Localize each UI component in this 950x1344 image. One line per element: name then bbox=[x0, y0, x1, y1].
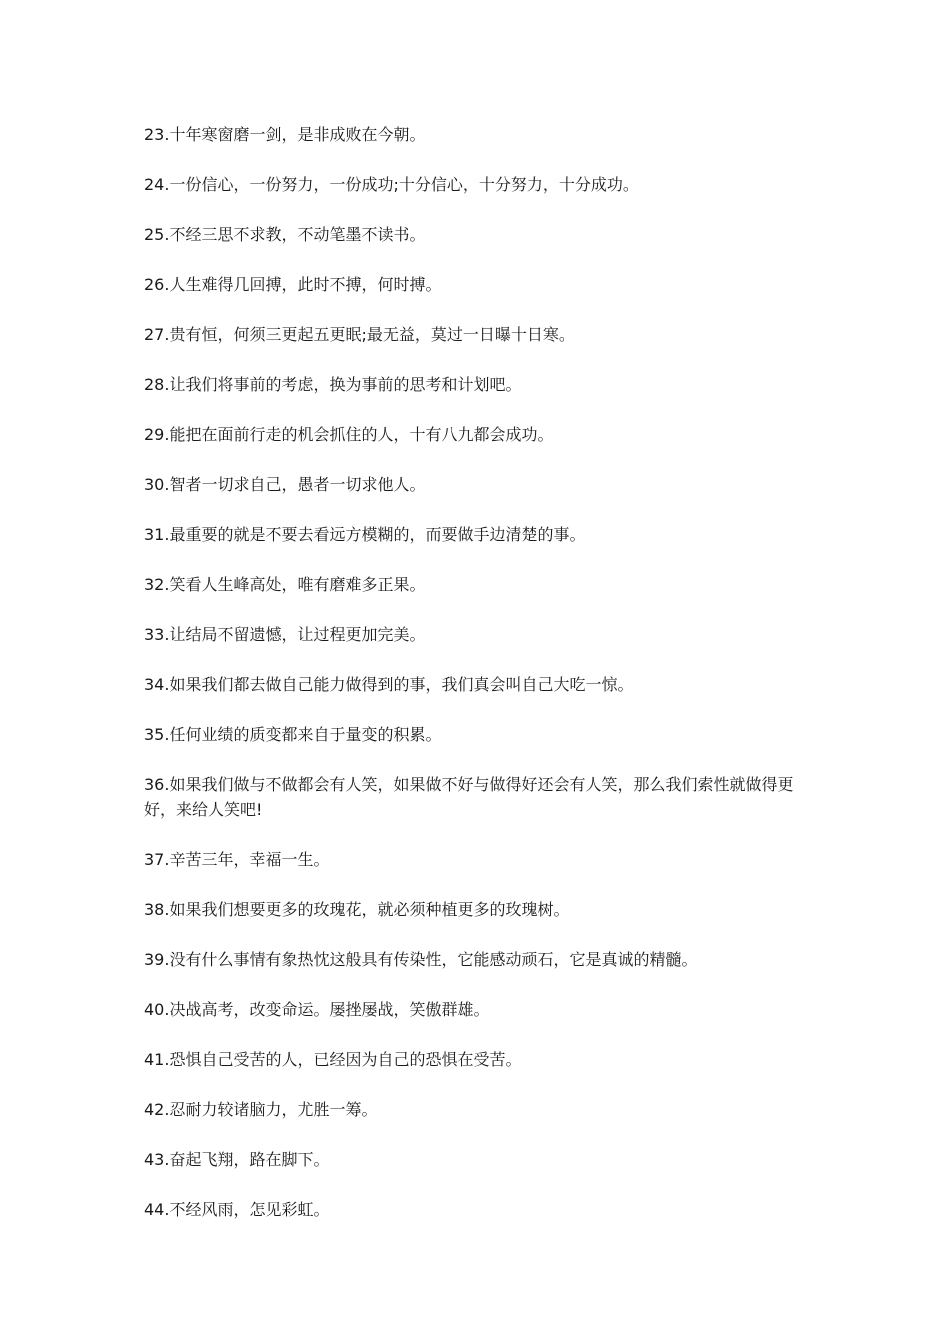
quote-line-39: 39.没有什么事情有象热忱这般具有传染性，它能感动顽石，它是真诚的精髓。 bbox=[144, 950, 698, 969]
quote-line-28: 28.让我们将事前的考虑，换为事前的思考和计划吧。 bbox=[144, 375, 522, 394]
quote-line-35: 35.任何业绩的质变都来自于量变的积累。 bbox=[144, 725, 442, 744]
quote-line-30: 30.智者一切求自己，愚者一切求他人。 bbox=[144, 475, 426, 494]
quote-line-26: 26.人生难得几回搏，此时不搏，何时搏。 bbox=[144, 275, 442, 294]
quote-line-29: 29.能把在面前行走的机会抓住的人，十有八九都会成功。 bbox=[144, 425, 554, 444]
quote-line-23: 23.十年寒窗磨一剑，是非成败在今朝。 bbox=[144, 125, 426, 144]
quote-line-24: 24.一份信心，一份努力，一份成功;十分信心，十分努力，十分成功。 bbox=[144, 175, 639, 194]
quote-line-31: 31.最重要的就是不要去看远方模糊的，而要做手边清楚的事。 bbox=[144, 525, 586, 544]
quote-line-40: 40.决战高考，改变命运。屡挫屡战，笑傲群雄。 bbox=[144, 1000, 490, 1019]
quote-line-42: 42.忍耐力较诸脑力，尤胜一筹。 bbox=[144, 1100, 378, 1119]
quote-line-43: 43.奋起飞翔，路在脚下。 bbox=[144, 1150, 330, 1169]
quote-line-32: 32.笑看人生峰高处，唯有磨难多正果。 bbox=[144, 575, 426, 594]
quote-line-41: 41.恐惧自己受苦的人，已经因为自己的恐惧在受苦。 bbox=[144, 1050, 522, 1069]
quote-line-44: 44.不经风雨，怎见彩虹。 bbox=[144, 1200, 330, 1219]
quote-line-25: 25.不经三思不求教，不动笔墨不读书。 bbox=[144, 225, 426, 244]
quote-line-33: 33.让结局不留遗憾，让过程更加完美。 bbox=[144, 625, 426, 644]
quote-line-36: 36.如果我们做与不做都会有人笑，如果做不好与做得好还会有人笑，那么我们索性就做得更好，来给人笑吧! bbox=[144, 775, 794, 819]
quote-line-27: 27.贵有恒，何须三更起五更眠;最无益，莫过一日曝十日寒。 bbox=[144, 325, 575, 344]
document-body bbox=[144, 122, 814, 1247]
quote-line-34: 34.如果我们都去做自己能力做得到的事，我们真会叫自己大吃一惊。 bbox=[144, 675, 634, 694]
quote-line-38: 38.如果我们想要更多的玫瑰花，就必须种植更多的玫瑰树。 bbox=[144, 900, 570, 919]
quote-line-37: 37.辛苦三年，幸福一生。 bbox=[144, 850, 330, 869]
